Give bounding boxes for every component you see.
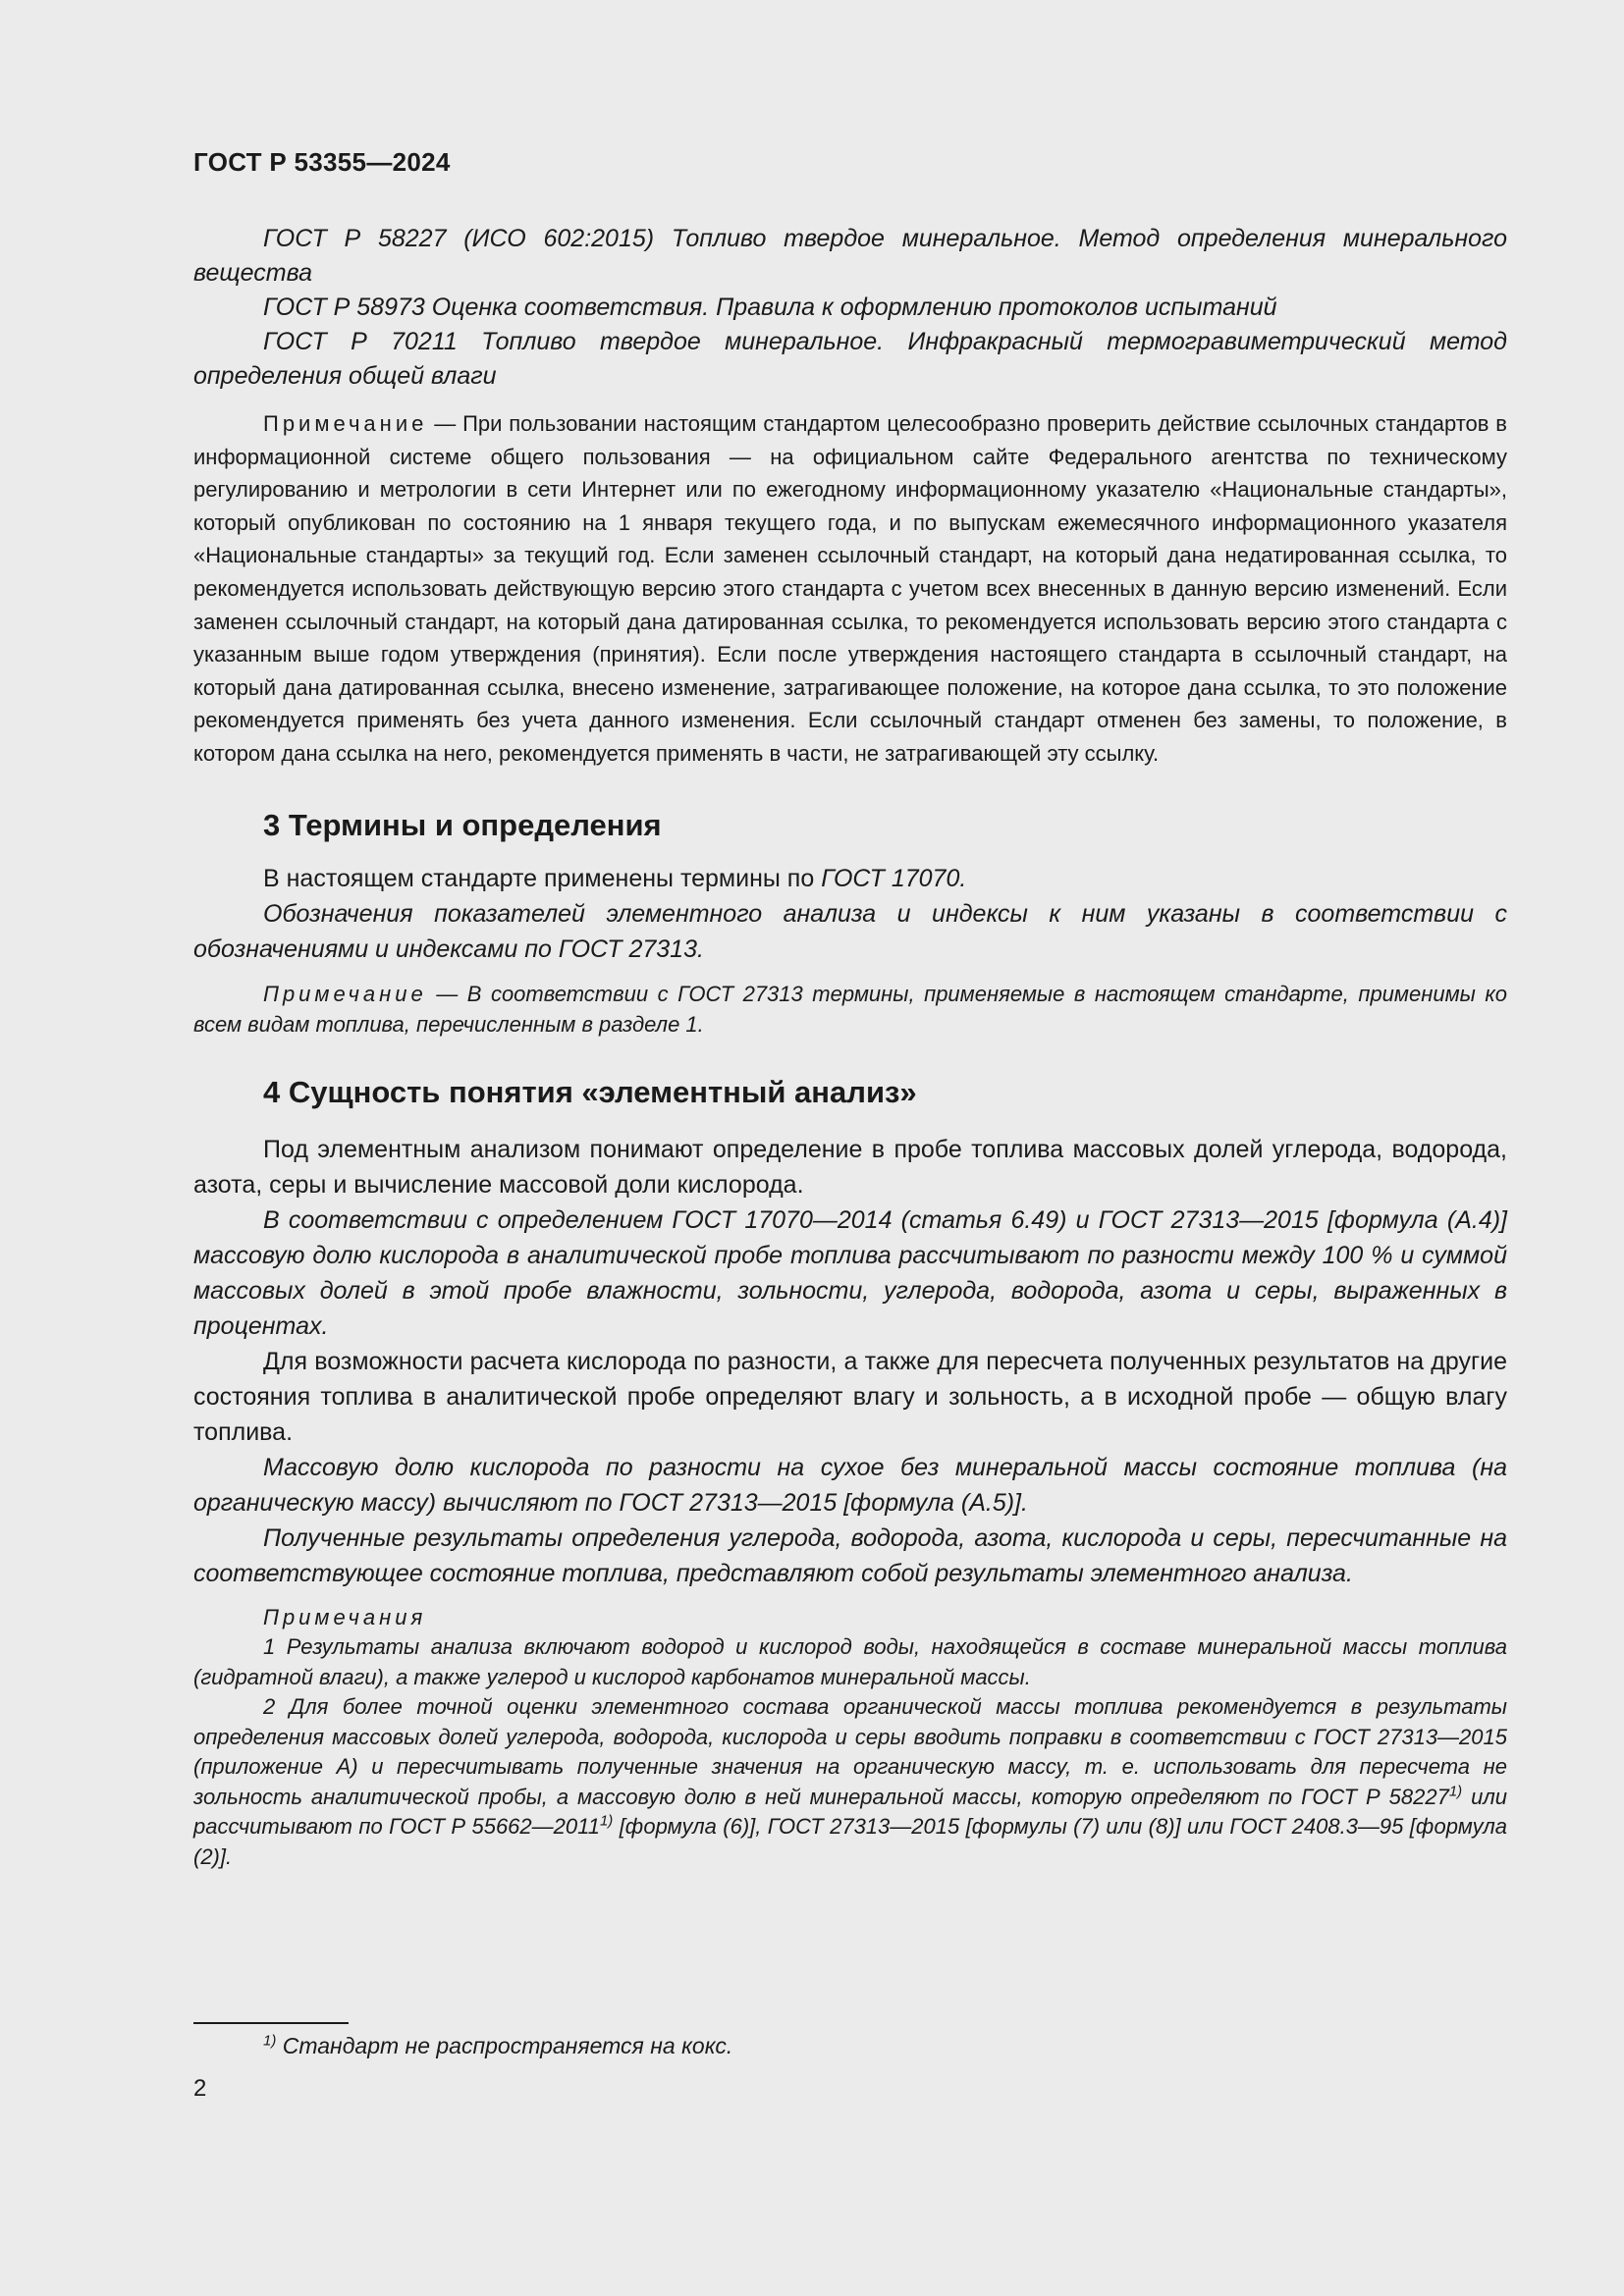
section-4-title: 4 Сущность понятия «элементный анализ» [263, 1074, 917, 1109]
note-label: Примечание [263, 981, 427, 1006]
section-4-paragraph: Для возможности расчета кислорода по разности, а также для пересчета полученных результатов на другие состояния топлива в аналитической пробе определяют влагу и зольность, а в исходной пробе — общую влагу топлива. [193, 1347, 1507, 1446]
note-label: Примечание [263, 411, 428, 436]
footnote-mark: 1) [263, 2032, 277, 2050]
note-text: — При пользовании настоящим стандартом целесообразно проверить действие ссылочных стандартов в информационной системе общего пользования — на официальном сайте Федерального агентства по техническому регулированию и метрологии в сети Интернет или по ежегодному информационному указателю «Национальные стандарты», который опубликован по состоянию на 1 января текущего года, и по выпускам ежемесячного информационного указателя «Национальные стандарты» за текущий год. Если заменен ссылочный стандарт, на который дана недатированная ссылка, то рекомендуется использовать действующую версию этого стандарта с учетом всех внесенных в данную версию изменений. Если заменен ссылочный стандарт, на который дана датированная ссылка, то рекомендуется использовать версию этого стандарта с указанным выше годом утверждения (принятия). Если после утверждения настоящего стандарта в ссылочный стандарт, на который дана датированная ссылка, внесено изменение, затрагивающее положение, на которое дана ссылка, то это положение рекомендуется применять без учета данного изменения. Если ссылочный стандарт отменен без замены, то положение, в котором дана ссылка на него, рекомендуется применять в части, не затрагивающей эту ссылку. [193, 411, 1507, 766]
page-number: 2 [193, 2075, 207, 2102]
notes-block [193, 1603, 1507, 1873]
reference-item: ГОСТ Р 70211 Топливо твердое минеральное. Инфракрасный термогравиметрический метод определения общей влаги [193, 328, 1507, 390]
footnote-ref: 1) [1448, 1783, 1463, 1800]
note-terms [193, 979, 1507, 1040]
footnote-ref: 1) [599, 1812, 614, 1830]
section-3-paragraph [193, 861, 1507, 896]
note-text: — В соответствии с ГОСТ 27313 термины, применяемые в настоящем стандарте, применимы ко всем видам топлива, перечисленным в разделе 1. [193, 981, 1507, 1037]
section-3-title: 3 Термины и определения [263, 807, 662, 842]
footnote-text: Стандарт не распространяется на кокс. [276, 2033, 733, 2058]
note-references [193, 407, 1507, 771]
note-item [193, 1692, 1507, 1872]
paragraph-text-italic: ГОСТ 17070. [821, 864, 967, 892]
section-4-paragraph: Под элементным анализом понимают определение в пробе топлива массовых долей углерода, водорода, азота, серы и вычисление массовой доли кислорода. [193, 1135, 1507, 1199]
note-item: 1 Результаты анализа включают водород и кислород воды, находящейся в составе минеральной массы топлива (гидратной влаги), а также углерод и кислород карбонатов минеральной массы. [193, 1634, 1507, 1689]
section-3-paragraph: Обозначения показателей элементного анализа и индексы к ним указаны в соответствии с обозначениями и индексами по ГОСТ 27313. [193, 899, 1507, 963]
section-4-paragraph: В соответствии с определением ГОСТ 17070—2014 (статья 6.49) и ГОСТ 27313—2015 [формула (А.4)] массовую долю кислорода в аналитической пробе топлива рассчитывают по разности между 100 % и суммой массовых долей в этой пробе влажности, зольности, углерода, водорода, азота и серы, выраженных в процентах. [193, 1205, 1507, 1340]
paragraph-text: В настоящем стандарте применены термины по [263, 864, 822, 892]
footnote-divider [193, 2022, 349, 2024]
section-4-paragraph: Массовую долю кислорода по разности на сухое без минеральной массы состояние топлива (на органическую массу) вычисляют по ГОСТ 27313—2015 [формула (А.5)]. [193, 1453, 1507, 1517]
note-text: или рассчитывают по ГОСТ Р 55662—2011 [193, 1784, 1507, 1840]
reference-item: ГОСТ Р 58973 Оценка соответствия. Правила к оформлению протоколов испытаний [263, 294, 1277, 321]
page-body [193, 222, 1507, 1872]
document-header: ГОСТ Р 53355—2024 [193, 147, 451, 177]
section-4-paragraph: Полученные результаты определения углерода, водорода, азота, кислорода и серы, пересчитанные на соответствующее состояние топлива, представляют собой результаты элементного анализа. [193, 1523, 1507, 1587]
note-text: 2 Для более точной оценки элементного состава органической массы топлива рекомендуется в результаты определения массовых долей углерода, водорода, кислорода и серы вводить поправки в соответствии с ГОСТ 27313—2015 (приложение А) и пересчитывать полученные значения на органическую массу, т. е. использовать для пересчета не зольность аналитической пробы, а массовую долю в ней минеральной массы, которую определяют по ГОСТ Р 58227 [193, 1694, 1507, 1809]
note-text: [формула (6)], ГОСТ 27313—2015 [формулы (7) или (8)] или ГОСТ 2408.3—95 [формула (2)]. [193, 1814, 1507, 1869]
notes-label: Примечания [263, 1604, 427, 1629]
reference-item: ГОСТ Р 58227 (ИСО 602:2015) Топливо твердое минеральное. Метод определения минерального вещества [193, 225, 1507, 287]
footnote [263, 2031, 732, 2060]
